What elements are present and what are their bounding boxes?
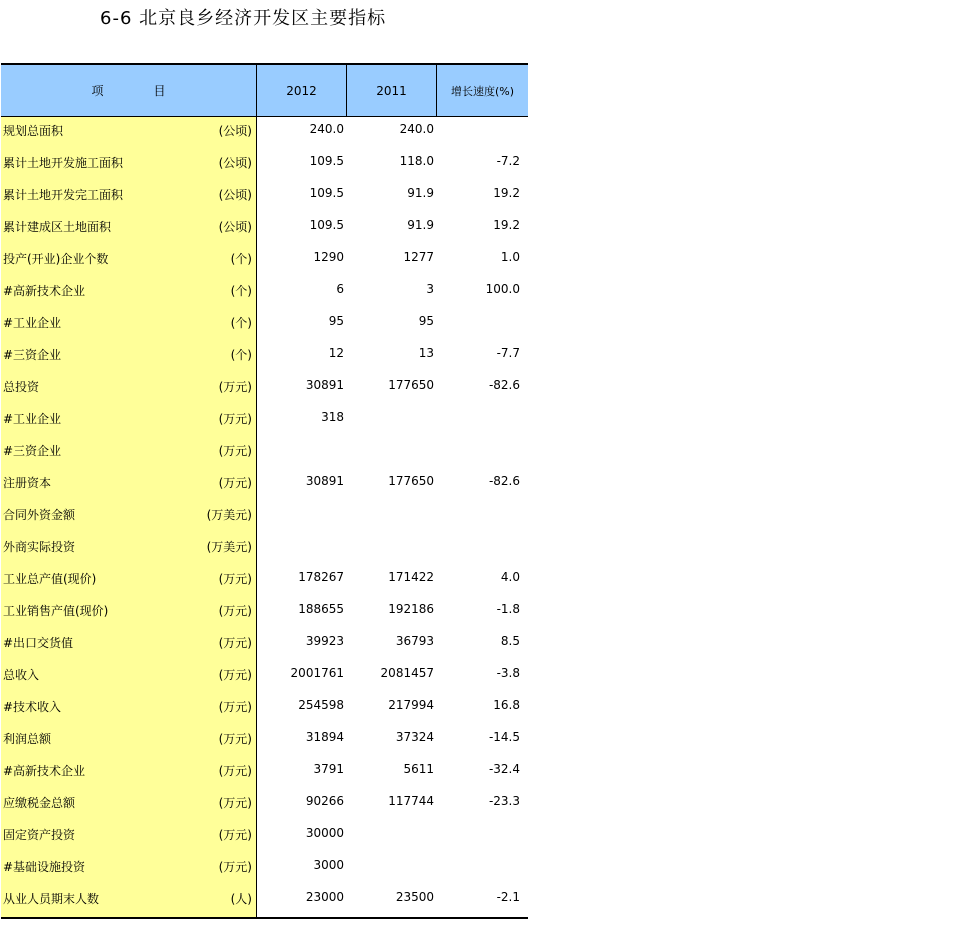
- cell-2011: 91.9: [407, 186, 434, 200]
- row-item: [1, 437, 257, 469]
- row-item: [1, 629, 257, 661]
- table-row: [1, 341, 528, 373]
- row-label: #三资企业: [3, 444, 62, 458]
- row-label: #高新技术企业: [3, 284, 86, 298]
- table-row: [1, 373, 528, 405]
- row-unit: (万元): [218, 668, 252, 682]
- cell-growth: -2.1: [496, 890, 520, 904]
- cell-2012: 6: [336, 282, 344, 296]
- table-row: [1, 213, 528, 245]
- row-label: #工业企业: [3, 412, 62, 426]
- cell-2011: 36793: [395, 634, 434, 648]
- table-row: [1, 181, 528, 213]
- table-row: [1, 533, 528, 565]
- cell-2012: [257, 437, 347, 469]
- indicator-table: [1, 63, 528, 919]
- row-unit: (万元): [218, 796, 252, 810]
- cell-2011: 192186: [388, 602, 434, 616]
- header-year-2011: 2011: [347, 65, 437, 116]
- row-unit: (万美元): [206, 540, 252, 554]
- row-label: #出口交货值: [3, 636, 74, 650]
- row-item: [1, 245, 257, 277]
- cell-2012: 3000: [313, 858, 344, 872]
- row-label: #三资企业: [3, 348, 62, 362]
- row-item: [1, 149, 257, 181]
- cell-growth: -3.8: [496, 666, 520, 680]
- header-growth: 增长速度(%): [450, 84, 515, 98]
- cell-2011: 37324: [395, 730, 434, 744]
- row-unit: (万元): [218, 828, 252, 842]
- table-row: [1, 693, 528, 725]
- cell-growth: [437, 501, 528, 533]
- row-unit: (万元): [218, 476, 252, 490]
- cell-growth: -23.3: [488, 794, 520, 808]
- row-unit: (万元): [218, 444, 252, 458]
- cell-2012: 109.5: [309, 154, 344, 168]
- row-item: [1, 565, 257, 597]
- table-row: [1, 469, 528, 501]
- cell-growth: 4.0: [500, 570, 520, 584]
- row-label: 累计土地开发完工面积: [3, 188, 124, 202]
- row-label: 利润总额: [3, 732, 52, 746]
- cell-2011: [347, 821, 437, 853]
- cell-2012: 178267: [298, 570, 344, 584]
- row-item: [1, 853, 257, 885]
- row-item: [1, 597, 257, 629]
- cell-2011: 13: [418, 346, 434, 360]
- cell-2011: 91.9: [407, 218, 434, 232]
- cell-growth: -82.6: [488, 378, 520, 392]
- row-unit: (万元): [218, 572, 252, 586]
- cell-growth: 16.8: [493, 698, 520, 712]
- row-item: [1, 501, 257, 533]
- cell-2012: 109.5: [309, 186, 344, 200]
- row-item: [1, 277, 257, 309]
- table-row: [1, 565, 528, 597]
- cell-growth: [437, 117, 528, 149]
- row-unit: (万元): [218, 636, 252, 650]
- row-label: 从业人员期末人数: [3, 892, 100, 906]
- cell-growth: 8.5: [500, 634, 520, 648]
- row-item: [1, 533, 257, 565]
- row-unit: (个): [230, 252, 252, 266]
- row-item: [1, 789, 257, 821]
- cell-2011: 177650: [388, 474, 434, 488]
- cell-growth: 19.2: [493, 186, 520, 200]
- cell-2011: 2081457: [380, 666, 434, 680]
- cell-2012: [257, 501, 347, 533]
- row-label: #技术收入: [3, 700, 62, 714]
- cell-2012: [257, 533, 347, 565]
- cell-growth: [437, 309, 528, 341]
- row-item: [1, 821, 257, 853]
- row-unit: (公顷): [218, 220, 252, 234]
- cell-2011: 217994: [388, 698, 434, 712]
- row-label: #高新技术企业: [3, 764, 86, 778]
- row-label: 合同外资金额: [3, 508, 76, 522]
- cell-growth: -32.4: [488, 762, 520, 776]
- row-item: [1, 213, 257, 245]
- header-item: [1, 65, 257, 116]
- cell-2011: [347, 501, 437, 533]
- cell-2012: 31894: [305, 730, 344, 744]
- cell-2011: [347, 533, 437, 565]
- table-row: [1, 501, 528, 533]
- cell-2012: 254598: [298, 698, 344, 712]
- row-unit: (万元): [218, 764, 252, 778]
- row-item: [1, 469, 257, 501]
- cell-growth: -82.6: [488, 474, 520, 488]
- table-row: [1, 661, 528, 693]
- row-item: [1, 757, 257, 789]
- cell-2012: 240.0: [309, 122, 344, 136]
- row-label: 应缴税金总额: [3, 796, 76, 810]
- cell-growth: -1.8: [496, 602, 520, 616]
- page-title: 6-6 北京良乡经济开发区主要指标: [100, 8, 387, 29]
- row-unit: (公顷): [218, 188, 252, 202]
- cell-2012: 2001761: [290, 666, 344, 680]
- cell-2011: 118.0: [399, 154, 434, 168]
- row-label: 累计土地开发施工面积: [3, 156, 124, 170]
- cell-2012: 39923: [305, 634, 344, 648]
- row-unit: (万元): [218, 732, 252, 746]
- cell-2012: 318: [321, 410, 344, 424]
- cell-2011: 1277: [403, 250, 434, 264]
- header-item-a: 项: [91, 84, 104, 98]
- cell-2011: 240.0: [399, 122, 434, 136]
- row-label: 总收入: [3, 668, 40, 682]
- table-row: [1, 885, 528, 917]
- row-label: #基础设施投资: [3, 860, 86, 874]
- row-item: [1, 117, 257, 149]
- cell-2011: 177650: [388, 378, 434, 392]
- row-item: [1, 309, 257, 341]
- row-item: [1, 405, 257, 437]
- header-year-2012: 2012: [257, 65, 347, 116]
- cell-growth: 100.0: [485, 282, 520, 296]
- row-unit: (万元): [218, 700, 252, 714]
- table-header: [1, 63, 528, 117]
- cell-2012: 109.5: [309, 218, 344, 232]
- cell-2012: 3791: [313, 762, 344, 776]
- cell-2012: 188655: [298, 602, 344, 616]
- row-item: [1, 661, 257, 693]
- cell-2011: 95: [418, 314, 434, 328]
- row-label: 注册资本: [3, 476, 52, 490]
- row-label: 工业销售产值(现价): [3, 604, 109, 618]
- table-row: [1, 277, 528, 309]
- cell-growth: [437, 437, 528, 469]
- cell-2012: 90266: [305, 794, 344, 808]
- header-item-b: 目: [153, 84, 166, 98]
- row-label: 工业总产值(现价): [3, 572, 97, 586]
- cell-growth: -14.5: [488, 730, 520, 744]
- row-item: [1, 181, 257, 213]
- cell-growth: [437, 405, 528, 437]
- table-row: [1, 117, 528, 149]
- row-unit: (万元): [218, 380, 252, 394]
- row-unit: (万元): [218, 604, 252, 618]
- table-row: [1, 597, 528, 629]
- row-label: #工业企业: [3, 316, 62, 330]
- row-item: [1, 885, 257, 917]
- row-unit: (公顷): [218, 156, 252, 170]
- cell-growth: -7.2: [496, 154, 520, 168]
- row-unit: (万元): [218, 860, 252, 874]
- cell-2011: 171422: [388, 570, 434, 584]
- cell-growth: [437, 853, 528, 885]
- cell-2011: 5611: [403, 762, 434, 776]
- table-body: [1, 117, 528, 919]
- cell-growth: [437, 533, 528, 565]
- cell-2012: 95: [328, 314, 344, 328]
- row-label: 固定资产投资: [3, 828, 76, 842]
- table-row: [1, 821, 528, 853]
- cell-2011: 117744: [388, 794, 434, 808]
- row-label: 规划总面积: [3, 124, 64, 138]
- cell-2012: 30891: [305, 474, 344, 488]
- cell-2012: 30891: [305, 378, 344, 392]
- table-row: [1, 789, 528, 821]
- row-item: [1, 693, 257, 725]
- row-unit: (个): [230, 348, 252, 362]
- table-row: [1, 629, 528, 661]
- cell-growth: 19.2: [493, 218, 520, 232]
- cell-2012: 1290: [313, 250, 344, 264]
- cell-growth: -7.7: [496, 346, 520, 360]
- table-row: [1, 725, 528, 757]
- cell-2011: [347, 405, 437, 437]
- table-row: [1, 309, 528, 341]
- row-unit: (人): [230, 892, 252, 906]
- cell-2011: 3: [426, 282, 434, 296]
- cell-2011: 23500: [395, 890, 434, 904]
- row-unit: (公顷): [218, 124, 252, 138]
- table-row: [1, 757, 528, 789]
- cell-2012: 12: [328, 346, 344, 360]
- table-row: [1, 245, 528, 277]
- row-label: 投产(开业)企业个数: [3, 252, 109, 266]
- cell-growth: [437, 821, 528, 853]
- row-unit: (万元): [218, 412, 252, 426]
- row-item: [1, 341, 257, 373]
- row-item: [1, 373, 257, 405]
- row-unit: (万美元): [206, 508, 252, 522]
- row-unit: (个): [230, 284, 252, 298]
- cell-2012: 30000: [305, 826, 344, 840]
- cell-2011: [347, 853, 437, 885]
- cell-2012: 23000: [305, 890, 344, 904]
- table-row: [1, 149, 528, 181]
- table-row: [1, 405, 528, 437]
- row-unit: (个): [230, 316, 252, 330]
- table-row: [1, 437, 528, 469]
- row-item: [1, 725, 257, 757]
- row-label: 总投资: [3, 380, 40, 394]
- cell-2011: [347, 437, 437, 469]
- cell-growth: 1.0: [500, 250, 520, 264]
- table-row: [1, 853, 528, 885]
- row-label: 累计建成区土地面积: [3, 220, 112, 234]
- row-label: 外商实际投资: [3, 540, 76, 554]
